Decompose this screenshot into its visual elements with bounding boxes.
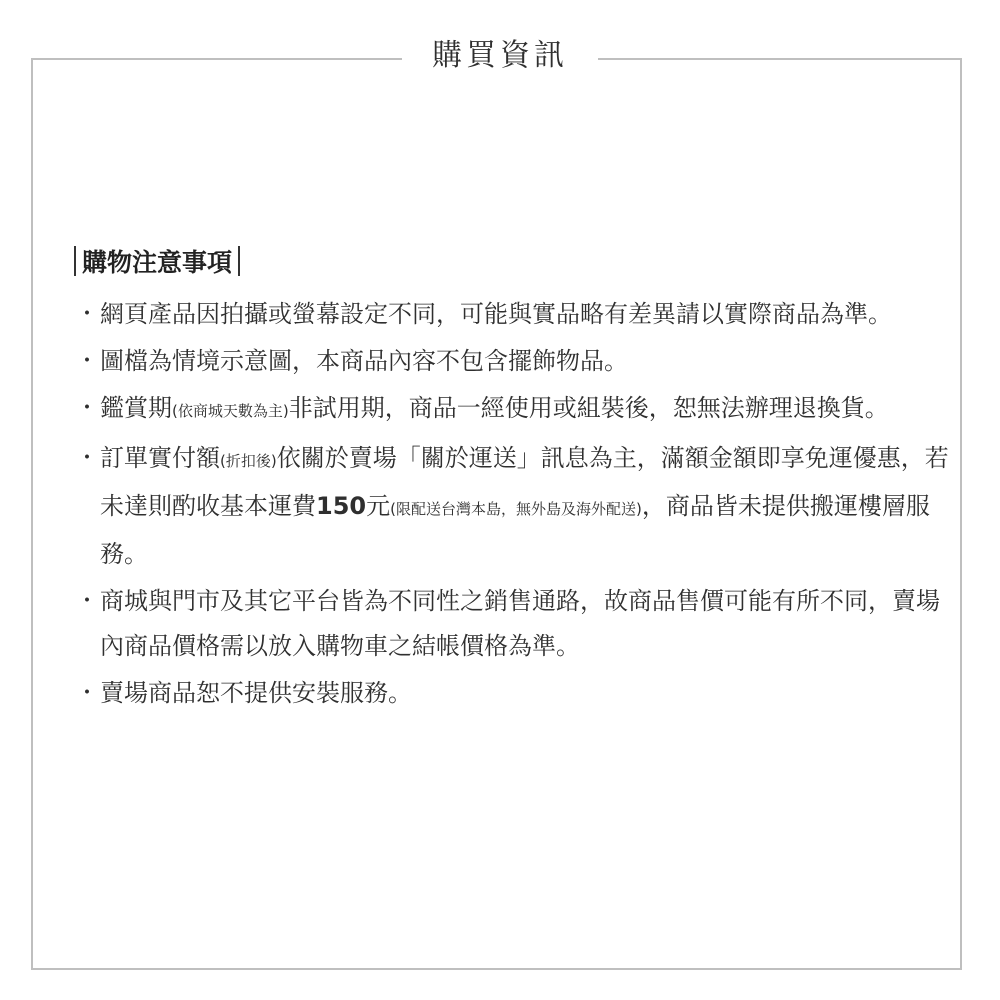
note-text: 商城與門市及其它平台皆為不同性之銷售通路，故商品售價可能有所不同，賣場內商品價格需以放入購物車之結帳價格為準。 <box>100 587 940 660</box>
bullet-icon: ・ <box>76 589 99 614</box>
heading-right-bar <box>238 246 240 276</box>
heading-text: 購物注意事項 <box>82 248 233 277</box>
heading-left-bar <box>74 246 76 276</box>
note-text: 訂單實付額 <box>100 444 220 472</box>
section-heading <box>74 244 240 282</box>
note-text: 非試用期，商品一經使用或組裝後，恕無法辦理退換貨。 <box>288 394 889 422</box>
note-item <box>76 292 956 337</box>
note-item <box>76 671 956 716</box>
bullet-icon: ・ <box>76 396 99 421</box>
frame-title: 購買資訊 <box>402 32 598 80</box>
note-small-text: (限配送台灣本島，無外島及海外配送) <box>390 500 642 518</box>
bullet-icon: ・ <box>76 349 99 374</box>
note-small-text: (依商城天數為主) <box>172 402 289 420</box>
note-item <box>76 339 956 384</box>
note-item <box>76 436 956 577</box>
note-text: 賣場商品恕不提供安裝服務。 <box>100 679 412 707</box>
note-text: 圖檔為情境示意圖，本商品內容不包含擺飾物品。 <box>100 347 628 375</box>
note-item <box>76 386 956 434</box>
bullet-icon: ・ <box>76 681 99 706</box>
note-text: 依關於賣場「關於運送」訊息為主，滿額金額即享免運優惠，若未達則酌收基本運費 <box>100 444 949 520</box>
note-small-text: (折扣後) <box>220 452 277 470</box>
note-text: ，商品皆未提供搬運樓層服務。 <box>100 492 930 568</box>
note-text: 元 <box>366 492 391 520</box>
bullet-icon: ・ <box>76 446 99 471</box>
note-text: 鑑賞期 <box>100 394 172 422</box>
note-text: 網頁產品因拍攝或螢幕設定不同，可能與實品略有差異請以實際商品為準。 <box>100 300 892 328</box>
note-item <box>76 579 956 669</box>
bullet-icon: ・ <box>76 302 99 327</box>
shipping-fee-amount: 150 <box>316 492 367 520</box>
notes-list <box>76 292 956 718</box>
